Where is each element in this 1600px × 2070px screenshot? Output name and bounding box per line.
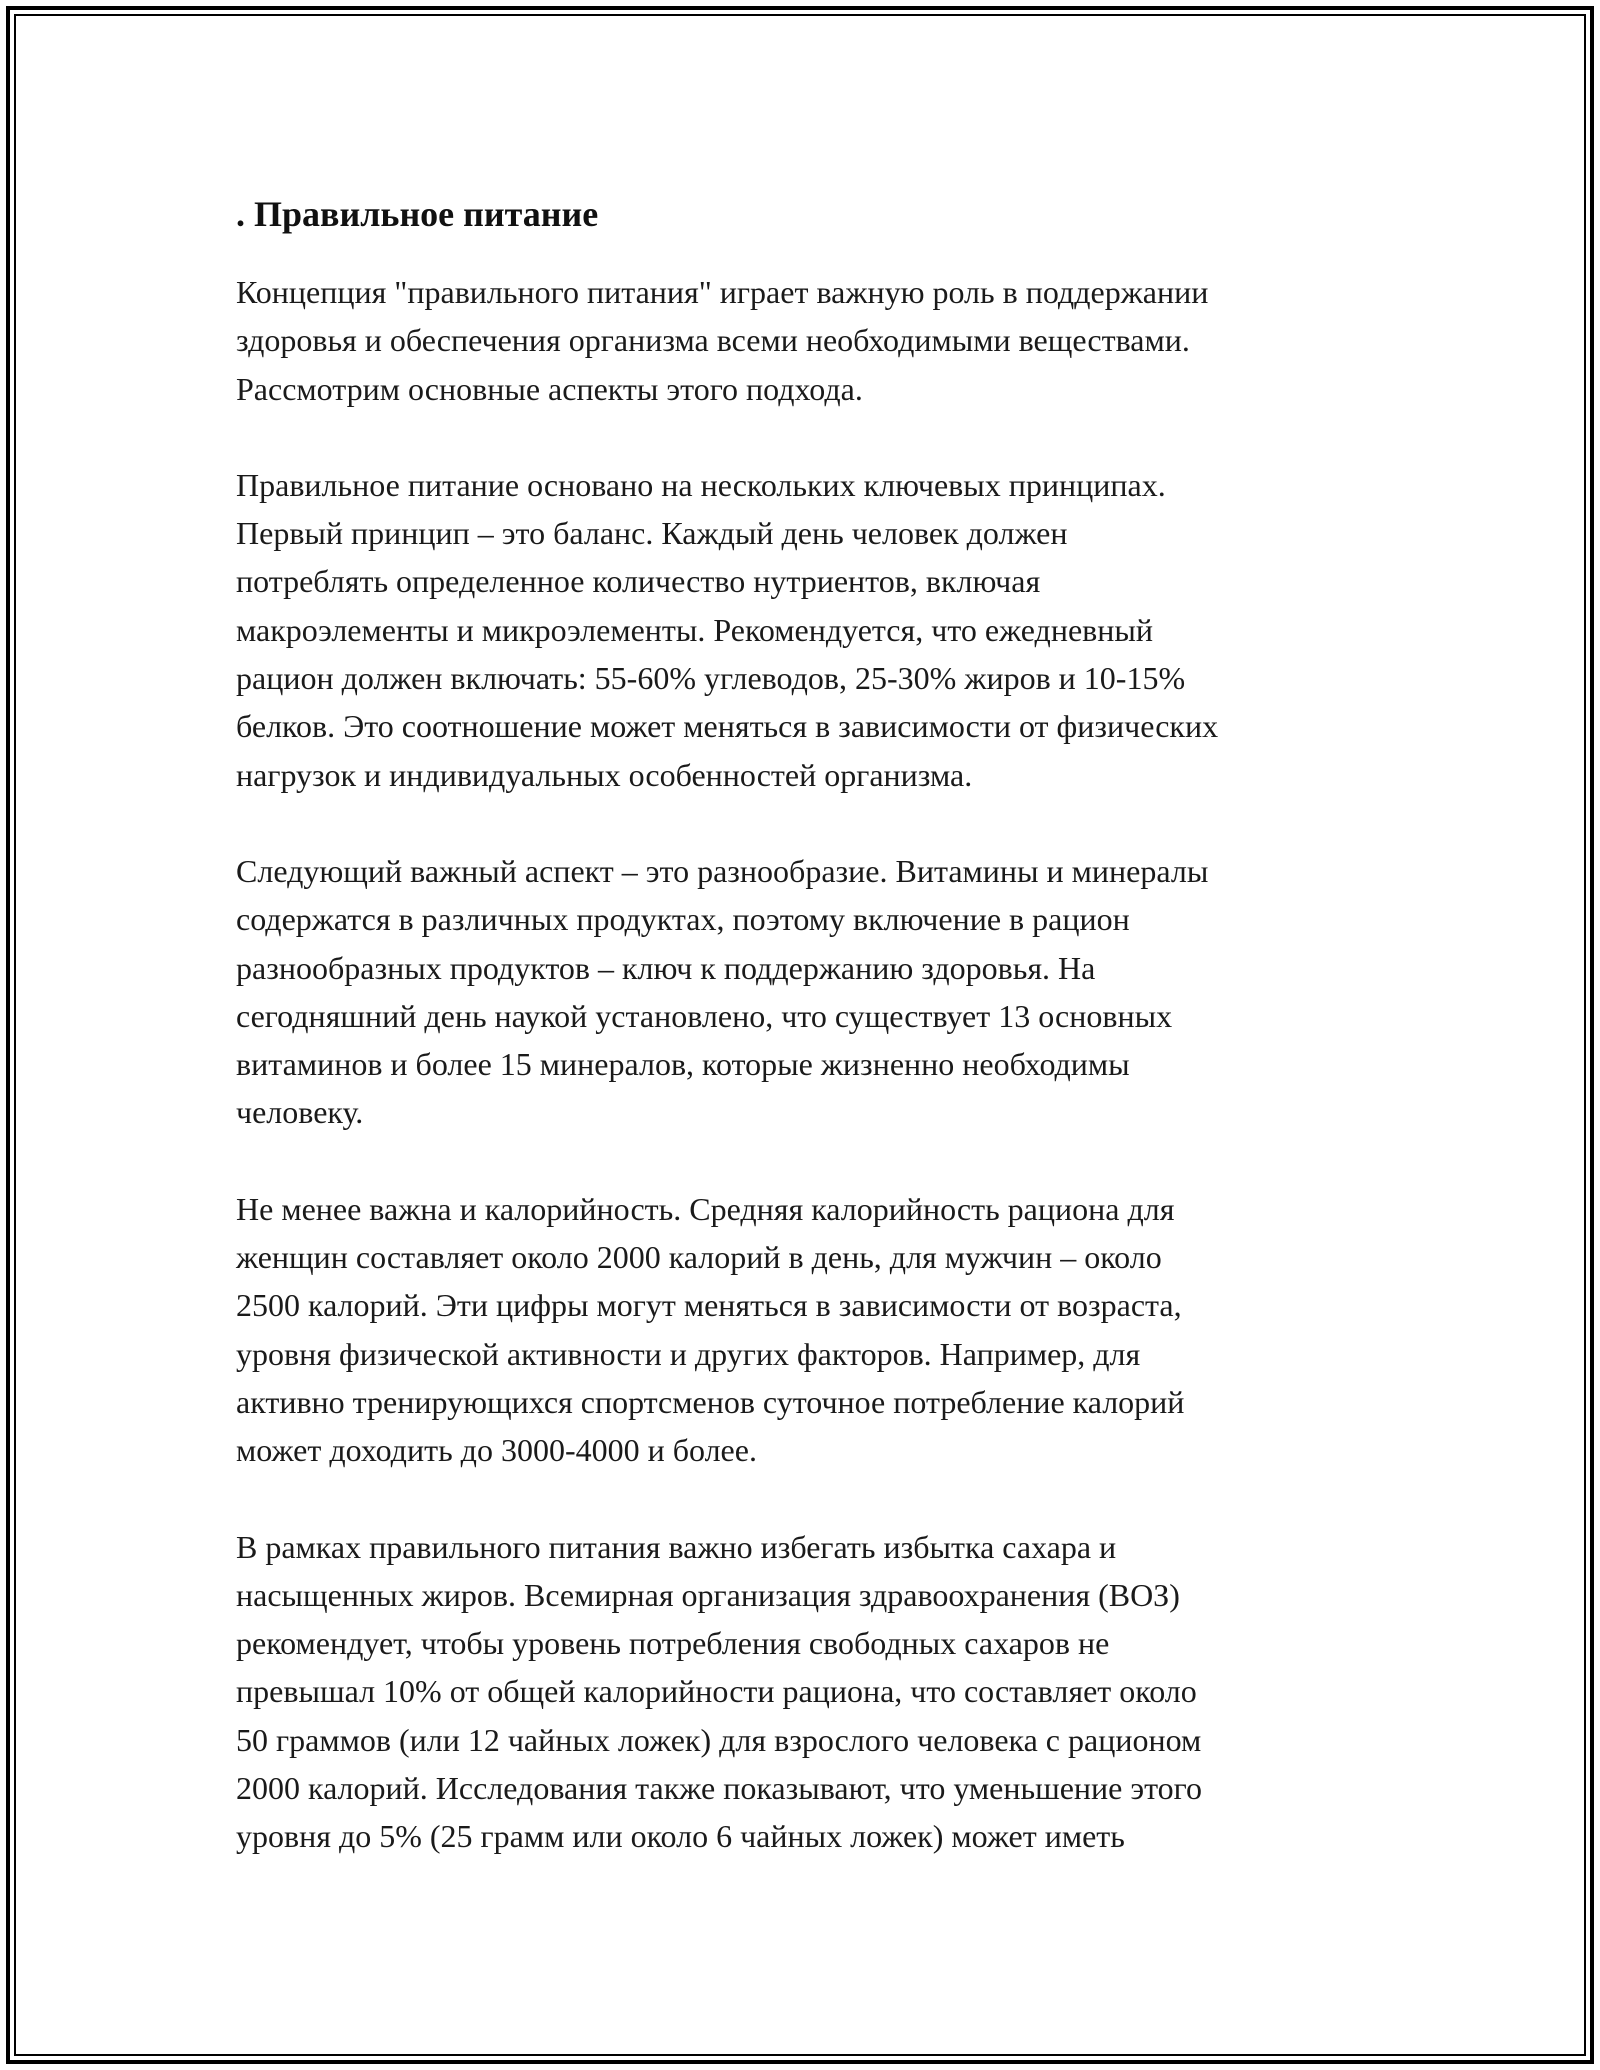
paragraph-intro: Концепция "правильного питания" играет важную роль в поддержании здоровья и обеспечения организма всеми необходимыми веществами. Рассмотрим основные аспекты этого подхода.	[236, 274, 1209, 407]
section-heading: . Правильное питание	[236, 194, 599, 234]
paragraph-sugar-fats: В рамках правильного питания важно избегать избытка сахара и насыщенных жиров. Всемирная организация здравоохранения (ВОЗ) рекомендует, чтобы уровень потребления свободных сахаров не превышал 10% от общей калорийности рациона, что составляет около 50 граммов (или 12 чайных ложек) для взрослого человека с рационом 2000 калорий. Исследования также показывают, что уменьшение этого уровня до 5% (25 грамм или около 6 чайных ложек) может иметь	[236, 1528, 1202, 1855]
paragraph-calories: Не менее важна и калорийность. Средняя калорийность рациона для женщин составляет около 2000 калорий в день, для мужчин – около 2500 калорий. Эти цифры могут меняться в зависимости от возраста, уровня физической активности и других факторов. Например, для активно тренирующихся спортсменов суточное потребление калорий может доходить до 3000-4000 и более.	[236, 1190, 1185, 1469]
paragraph-variety: Следующий важный аспект – это разнообразие. Витамины и минералы содержатся в различных продуктах, поэтому включение в рацион разнообразных продуктов – ключ к поддержанию здоровья. На сегодняшний день наукой установлено, что существует 13 основных витаминов и более 15 минералов, которые жизненно необходимы человеку.	[236, 852, 1209, 1131]
paragraph-balance: Правильное питание основано на нескольких ключевых принципах. Первый принцип – это баланс. Каждый день человек должен потреблять определенное количество нутриентов, включая макроэлементы и микроэлементы. Рекомендуется, что ежедневный рацион должен включать: 55-60% углеводов, 25-30% жиров и 10-15% белков. Это соотношение может меняться в зависимости от физических нагрузок и индивидуальных особенностей организма.	[236, 466, 1219, 793]
document-body	[236, 186, 1376, 1861]
